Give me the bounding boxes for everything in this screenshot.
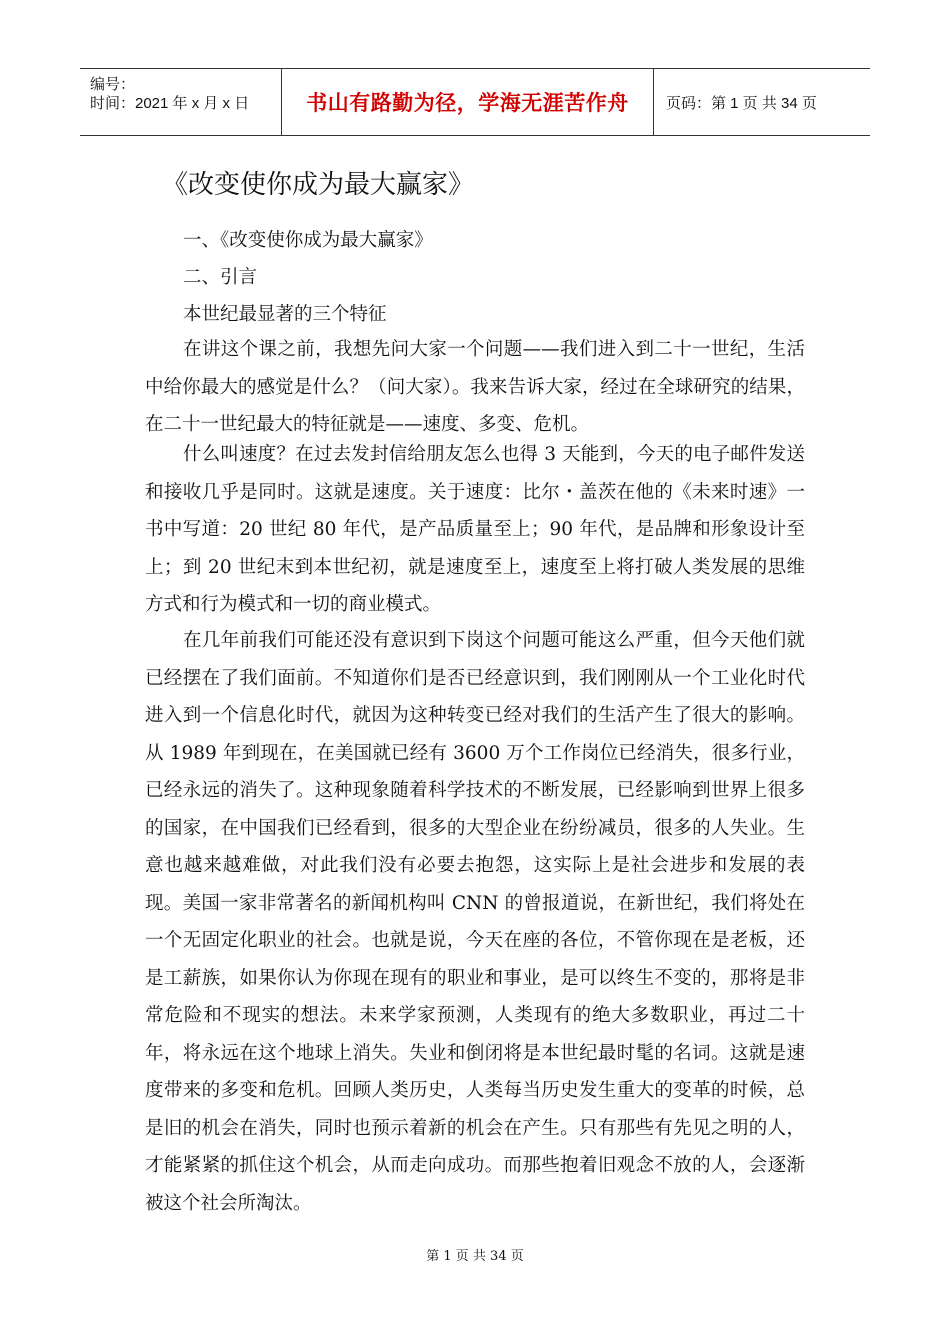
document-title: 《改变使你成为最大赢家》 [162,170,475,200]
number-label: 编号： [90,76,136,93]
section-heading: 本世纪最显著的三个特征 [183,304,387,325]
header-motto: 书山有路勤为径，学海无涯苦作舟 [306,91,629,115]
outline-item-2: 二、引言 [183,267,258,288]
header-page-info [654,69,870,135]
paragraph-1: 在讲这个课之前，我想先问大家一个问题——我们进入到二十一世纪，生活中给你最大的感觉是什么？（问大家）。我来告诉大家，经过在全球研究的结果，在二十一世纪最大的特征就是——速度、多变、危机。 [145,339,805,435]
page-info-text: 页码：第 1 页 共 34 页 [666,94,817,112]
paragraph-3: 在几年前我们可能还没有意识到下岗这个问题可能这么严重，但今天他们就已经摆在了我们面前。不知道你们是否已经意识到，我们刚刚从一个工业化时代进入到一个信息化时代，就因为这种转变已经对我们的生活产生了很大的影响。从 1989 年到现在，在美国就已经有 3600 万个工作岗位已经消失，很多行业，已经永远的消失了。这种现象随着科学技术的不断发展，已经影响到世界上很多的国家，在中国我们已经看到，很多的大型企业在纷纷减员，很多的人失业。生意也越来越难做，对此我们没有必要去抱怨，这实际上是社会进步和发展的表现。美国一家非常著名的新闻机构叫 CNN 的曾报道说，在新世纪，我们将处在一个无固定化职业的社会。也就是说，今天在座的各位，不管你现在是老板，还是工薪族，如果你认为你现在现有的职业和事业，是可以终生不变的，那将是非常危险和不现实的想法。未来学家预测，人类现有的绝大多数职业，再过二十年，将永远在这个地球上消失。失业和倒闭将是本世纪最时髦的名词。这就是速度带来的多变和危机。回顾人类历史，人类每当历史发生重大的变革的时候，总是旧的机会在消失，同时也预示着新的机会在产生。只有那些有先见之明的人，才能紧紧的抓住这个机会，从而走向成功。而那些抱着旧观念不放的人，会逐渐被这个社会所淘汰。 [145,630,805,1214]
page-header [80,68,870,136]
outline-item-1: 一、《改变使你成为最大赢家》 [183,230,433,251]
page-footer: 第 1 页 共 34 页 [426,1249,524,1264]
date-line: 时间：2021 年 x 月 x 日 [90,95,250,112]
header-meta [80,69,282,135]
paragraph-2: 什么叫速度？在过去发封信给朋友怎么也得 3 天能到，今天的电子邮件发送和接收几乎是同时。这就是速度。关于速度：比尔・盖茨在他的《未来时速》一书中写道：20 世纪 80 年代，是产品质量至上；90 年代，是品牌和形象设计至上；到 20 世纪末到本世纪初，就是速度至上，速度至上将打破人类发展的思维方式和行为模式和一切的商业模式。 [145,444,805,615]
header-motto-cell [282,69,654,135]
